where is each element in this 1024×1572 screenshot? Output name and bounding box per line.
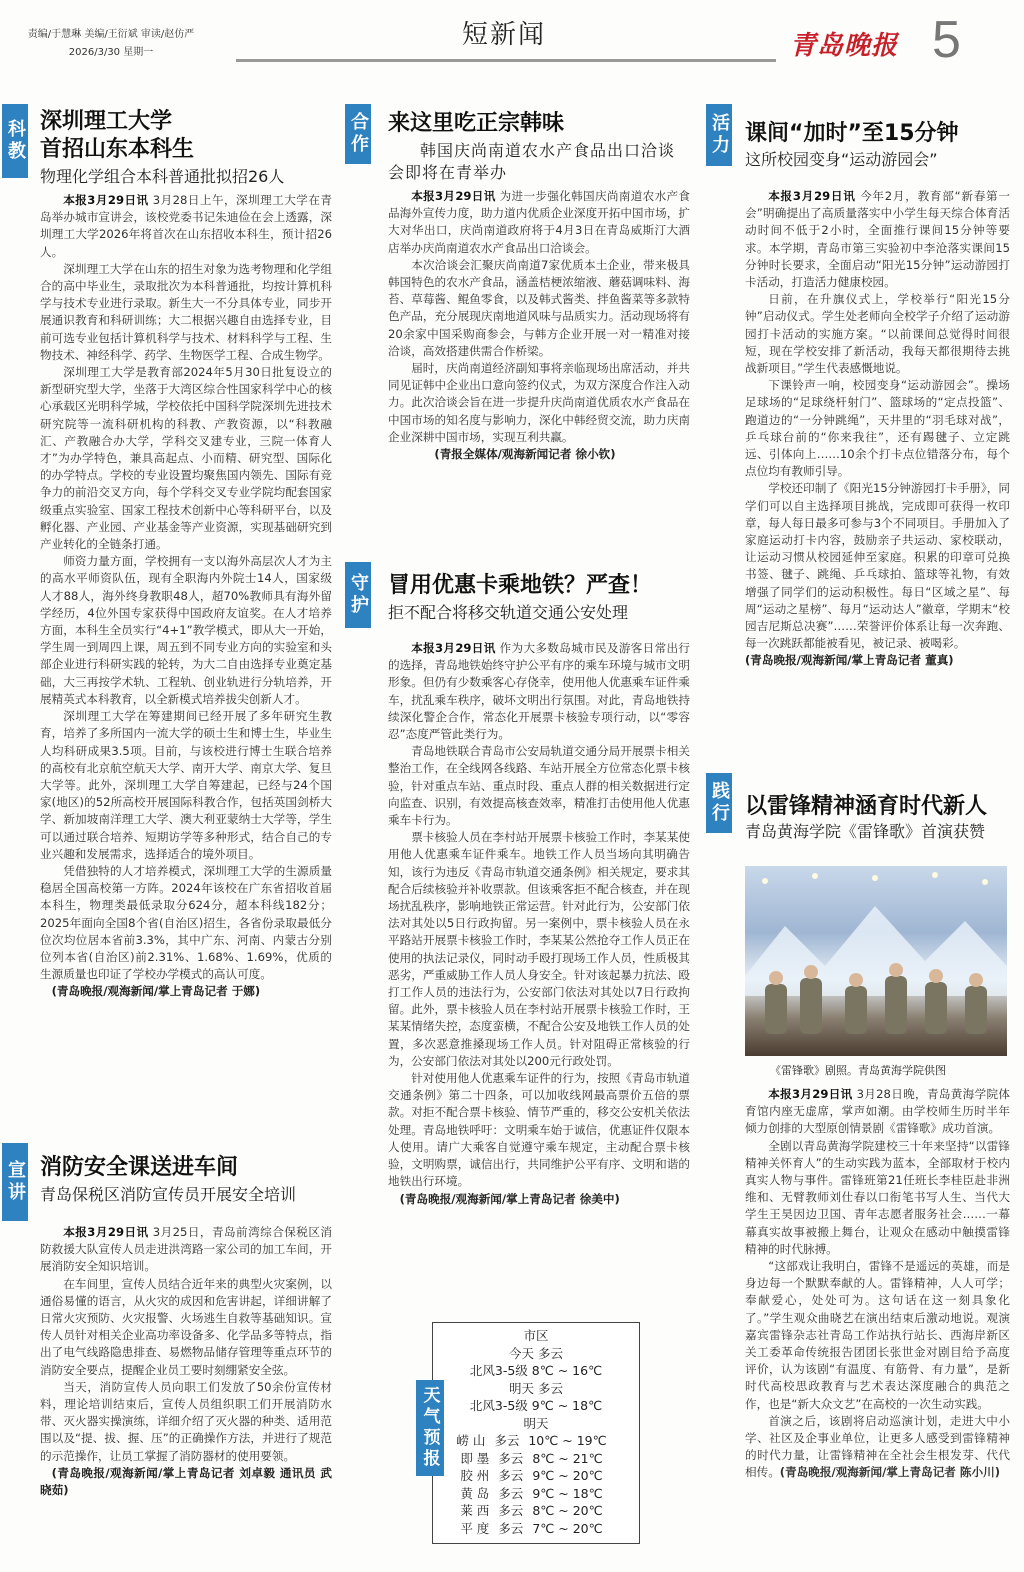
- weather-district-temp: 9℃ ~ 20℃: [532, 1468, 603, 1483]
- subheadline: 青岛黄海学院《雷锋歌》首演获赞: [745, 822, 986, 841]
- byline: (青报全媒体/观海新闻记者 徐小钦): [434, 447, 616, 462]
- weather-district-sky: 多云: [498, 1450, 524, 1466]
- section-title: 短新闻: [462, 20, 547, 50]
- weather-city-label: 市区: [523, 1328, 549, 1343]
- stage-photo: [745, 866, 1007, 1056]
- tag-label: 合作: [345, 104, 371, 164]
- weather-district-sky: 多云: [498, 1503, 524, 1518]
- weather-district-sky: 多云: [498, 1520, 524, 1536]
- tag-label: 宣讲: [2, 1143, 28, 1221]
- subheadline: 韩国庆尚南道农水产食品出口洽谈会即将在青举办: [388, 141, 676, 182]
- paragraph: 针对使用他人优惠乘车证件的行为，按照《青岛市轨道交通条例》第二十四条，可以加收线网最高票价五倍的票款。对拒不配合票卡核验、情节严重的，移交公安机关依法处理。青岛地铁呼吁：文明乘车始于诚信，优惠证件仅限本人使用。请广大乘客自觉遵守乘车规定，主动配合票卡核验，文明购票，诚信出行，共同维护公平有序、文明和谐的地铁出行环境。: [388, 1071, 690, 1189]
- subheadline: 物理化学组合本科普通批拟招26人: [40, 167, 285, 186]
- photo-illustration: [745, 866, 1007, 1056]
- weather-tag: 天气预报: [416, 1380, 444, 1476]
- weather-district-name: 崂 山: [456, 1433, 486, 1448]
- byline: (青岛晚报/观海新闻/掌上青岛记者 陈小川): [779, 1465, 1000, 1480]
- subheadline: 青岛保税区消防宣传员开展安全培训: [40, 1185, 297, 1204]
- weather-district-name: 莱 西: [460, 1503, 490, 1518]
- weather-box: [432, 1322, 640, 1544]
- issue-date: 2026/3/30 星期一: [68, 47, 154, 58]
- weather-district-temp: 7℃ ~ 20℃: [532, 1520, 603, 1536]
- paragraph: 为进一步强化韩国庆尚南道农水产食品海外宣传力度，助力道内优质企业深度开拓中国市场，扩大对华出口，庆尚南道政府将于4月3日在青岛威斯汀大酒店举办庆尚南道农水产食品出口洽谈会。: [388, 189, 690, 255]
- weather-tomorrow-detail: 北风3-5级 9℃ ~ 18℃: [469, 1398, 603, 1413]
- page-number: 5: [932, 11, 961, 69]
- weather-tomorrow: 明天 多云: [509, 1380, 563, 1396]
- newspaper-logo: 青岛晚报: [790, 31, 899, 61]
- headline-line2: 首招山东本科生: [40, 137, 195, 162]
- paragraph: 深圳理工大学是教育部2024年5月30日批复设立的新型研究型大学，坐落于大湾区综合性国家科学中心的核心承载区光明科学城，学校依托中国科学院深圳先进技术研究院等一流科研机构的科教、产教资源，以“科教融汇、产教融合办大学，学科交叉建专业，三院一体育人才”为办学特色，兼具高起点、小而精、研究型、国际化的办学特点。学校的专业设置均聚焦国内领先、国际有竞争力的前沿交叉方向，每个学科交叉专业学院均配套国家级重点实验室、国家工程技术创新中心等科研平台，以及孵化器、产业园、产业基金等产业资源，实现基础研究到产业转化的全链条打通。: [40, 365, 332, 552]
- paragraph: 全剧以青岛黄海学院建校三十年来坚持“以雷锋精神关怀育人”的生动实践为蓝本，全部取材于校内真实人物与事件。雷锋班第21任班长李桂臣赴非洲维和、无臂教师刘仕春以口衔笔书写人生、当代大学生王昊因边卫国、青年志愿者服务社会……一幕幕真实故事被搬上舞台，让观众在感动中触摸雷锋精神的时代脉搏。: [745, 1138, 1010, 1256]
- tag-label: 守护: [345, 562, 371, 628]
- paragraph: 3月28日晚，青岛黄海学院体育馆内座无虚席，掌声如潮。由学校师生历时半年倾力创排的大型原创情景剧《雷锋歌》成功首演。: [745, 1087, 1010, 1136]
- article-header: [388, 110, 690, 184]
- paragraph: 深圳理工大学在山东的招生对象为选考物理和化学组合的高中毕业生，录取批次为本科普通批，均按计算机科学与技术专业进行录取。新生大一不分具体专业，同步开展通识教育和科研训练；大二根据兴趣自由选择专业，目前可选专业包括计算机科学与技术、材料科学与工程、生物技术、神经科学、药学、生物医学工程、合成生物学。: [40, 261, 332, 362]
- weather-today: 今天 多云: [509, 1345, 563, 1361]
- weather-district-row: [433, 1432, 639, 1450]
- paragraph: 3月25日，青岛前湾综合保税区消防救援大队宣传人员走进洪湾路一家公司的加工车间，开展消防安全知识培训。: [40, 1225, 332, 1274]
- byline: (青岛晚报/观海新闻/掌上青岛记者 董真): [745, 653, 954, 668]
- article-body: [745, 188, 1010, 744]
- headline: 冒用优惠卡乘地铁？严查！: [388, 573, 653, 598]
- dateline: 本报3月29日讯: [411, 641, 496, 655]
- article-body: [40, 192, 332, 1107]
- headline: 以雷锋精神涵育时代新人: [745, 794, 988, 819]
- dateline: 本报3月29日讯: [768, 189, 856, 203]
- tag-label: 践行: [706, 773, 732, 833]
- header-rule: [236, 59, 776, 62]
- weather-district-sky: 多云: [498, 1485, 524, 1501]
- weather-districts-label: 明天: [523, 1415, 549, 1431]
- headline: 消防安全课送进车间: [40, 1155, 239, 1180]
- weather-district-name: 胶 州: [460, 1468, 490, 1483]
- article-header: [745, 120, 1015, 171]
- headline: 课间“加时”至15分钟: [745, 121, 959, 146]
- tag-label: 科教: [2, 104, 28, 178]
- paragraph: 深圳理工大学在筹建期间已经开展了多年研究生教育，培养了多所国内一流大学的硕士生和博士生，毕业生人均科研成果3.5项。目前，与该校进行博士生联合培养的高校有北京航空航天大学、南开大学、南京大学、复旦大学等。此外，深圳理工大学自筹建起，已经与24个国家(地区)的52所高校开展国际科教合作，包括英国剑桥大学、新加坡南洋理工大学、澳大利亚蒙纳士大学等，学生可以通过联合培养、短期访学等多种形式，结合自己的专业兴趣和发展需求，选择适合的境外项目。: [40, 709, 332, 861]
- article-header: [40, 108, 335, 188]
- tag-label: 活力: [706, 104, 732, 166]
- paragraph: 首演之后，该剧将启动巡演计划，走进大中小学、社区及企事业单位，让更多人感受到雷锋精神的时代力量，让雷锋精神在全社会生根发芽、代代相传。: [745, 1413, 1010, 1480]
- article-body: [745, 1086, 1010, 1556]
- byline: (青岛晚报/观海新闻/掌上青岛记者 徐美中): [399, 1191, 620, 1206]
- headline-line1: 深圳理工大学: [40, 109, 173, 134]
- paragraph: 作为大多数岛城市民及游客日常出行的选择，青岛地铁始终守护公平有序的乘车环境与城市文明形象。但仍有少数乘客心存侥幸，使用他人优惠乘车证件乘车，扰乱乘车秩序，破坏文明出行氛围。对此，青岛地铁持续深化警企合作，常态化开展票卡核验专项行动，以“零容忍”态度严管此类行为。: [388, 641, 690, 742]
- weather-district-temp: 9℃ ~ 18℃: [532, 1485, 603, 1501]
- weather-district-row: [433, 1450, 639, 1468]
- paragraph: 青岛地铁联合青岛市公安局轨道交通分局开展票卡相关整治工作，在全线网各线路、车站开展全方位常态化票卡核验，针对重点车站、重点时段、重点人群的相关数据进行定向监查、识别，有效提高核查效率，精准打击使用他人优惠乘车卡行为。: [388, 744, 690, 828]
- paragraph: 凭借独特的人才培养模式，深圳理工大学的生源质量稳居全国高校第一方阵。2024年该校在广东省招收首届本科生，物理类最低录取分624分，超本科线182分；2025年面向全国8个省(自治区)招生，各省份录取最低分位次均位居本省前3.3%，其中广东、河南、内蒙古分别位列本省(自治区)前2.31%、1.68%、1.69%，优质的生源质量也印证了学校办学模式的高认可度。: [40, 863, 332, 982]
- headline: 来这里吃正宗韩味: [388, 111, 565, 136]
- byline: (青岛晚报/观海新闻/掌上青岛记者 于娜): [51, 984, 261, 999]
- paragraph: 师资力量方面，学校拥有一支以海外高层次人才为主的高水平师资队伍，现有全职海内外院士14人，国家级人才88人，海外终身教职48人，超70%教师具有海外留学经历，4位外国专家获得中国政府友谊奖。在人才培养方面，本科生全员实行“4+1”教学模式，即从大一开始，学生周一到周四上课，周五到不同专业方向的实验室和头部企业进行科研实践的轮转，为大二自由选择专业奠定基础，大三再按学术轨、工程轨、创业轨进行分轨培养，开展精英式本科教育，以全新模式培养拔尖创新人才。: [40, 554, 332, 706]
- photo-caption: 《雷锋歌》剧照。青岛黄海学院供图: [770, 1064, 946, 1077]
- weather-district-row: [433, 1485, 639, 1503]
- paragraph: 届时，庆尚南道经济副知事将亲临现场出席活动，并共同见证韩中企业出口意向签约仪式，为双方深度合作注入动力。此次洽谈会旨在进一步提升庆尚南道优质农水产食品在中国市场的知名度与影响力，深化中韩经贸交流，助力庆南企业深耕中国市场，实现互利共赢。: [388, 361, 690, 444]
- weather-district-name: 即 墨: [460, 1450, 490, 1466]
- article-body: [388, 188, 690, 518]
- article-header: [745, 793, 1015, 843]
- paragraph: 学校还印制了《阳光15分钟游园打卡手册》，同学们可以自主选择项目挑战，完成即可获得一枚印章，每人每日最多可参与3个不同项目。手册加入了家庭运动打卡内容，鼓励亲子共运动、家校联动，让运动习惯从校园延伸至家庭。积累的印章可兑换书签、毽子、跳绳、乒乓球拍、篮球等礼物，有效增强了同学们的运动积极性。每日“区域之星”、每周“运动之星榜”、每月“运动达人”徽章，学期末“校园吉尼斯总决赛”……荣誉评价体系让每一次奔跑、每一次跳跃都能被看见，被记录、被喝彩。: [745, 481, 1010, 651]
- byline: (青岛晚报/观海新闻/掌上青岛记者 刘卓毅 通讯员 武晓茹): [40, 1465, 332, 1498]
- paragraph: 日前，在升旗仪式上，学校举行“阳光15分钟”启动仪式。学生处老师向全校学子介绍了运动游园打卡活动的实施方案。“以前课间总觉得时间很短，现在学校安排了新活动，我每天都很期待去挑战新项目。”学生代表感慨地说。: [745, 292, 1010, 376]
- article-body: [40, 1224, 332, 1559]
- editors: 责编/于慧琳 美编/王衍斌 审读/赵仿严: [27, 29, 195, 40]
- weather-district-temp: 10℃ ~ 19℃: [528, 1433, 607, 1448]
- paragraph: 今年2月，教育部“新春第一会”明确提出了高质量落实中小学生每天综合体育活动时间不低于2小时，全面推行课间15分钟等要求。本学期，青岛市第三实验初中李沧落实课间15分钟时长要求，全面启动“阳光15分钟”运动游园打卡活动，打造活力健康校园。: [745, 189, 1010, 290]
- weather-district-temp: 8℃ ~ 21℃: [532, 1450, 603, 1466]
- article-body: [388, 640, 690, 1300]
- paragraph: 当天，消防宣传人员向职工们发放了50余份宣传材料，理论培训结束后，宣传人员组织职工们开展消防水带、灭火器实操演练，详细介绍了灭火器的种类、适用范围以及“提、拔、握、压”的正确操作方法，并进行了规范的示范操作，让员工掌握了消防器材的使用要领。: [40, 1379, 332, 1463]
- paragraph: 本次洽谈会汇聚庆尚南道7家优质本土企业，带来极具韩国特色的农水产食品，涵盖桔梗浓缩液、蘑菇调味料、海苔、草莓酱、鲲鱼零食，以及韩式酱类、拌鱼酱菜等多款特色产品，充分展现庆南地道风味与品质实力。活动现场将有20余家中国采购商参会，与韩方企业开展一对一精准对接洽谈，高效搭建供需合作桥梁。: [388, 257, 690, 358]
- dateline: 本报3月29日讯: [411, 189, 496, 203]
- weather-district-sky: 多云: [494, 1433, 520, 1448]
- header-credits: [6, 26, 216, 62]
- weather-district-sky: 多云: [498, 1468, 524, 1483]
- weather-district-temp: 8℃ ~ 20℃: [532, 1503, 603, 1518]
- paragraph: 在车间里，宣传人员结合近年来的典型火灾案例，以通俗易懂的语言，从火灾的成因和危害讲起，详细讲解了日常火灾预防、火灾报警、火场逃生自救等基础知识。宣传人员针对相关企业高功率设备多、化学品多等特点，指出了电气线路隐患排查、易燃物品储存管理等重点环节的消防安全要点，提醒企业员工要时刻绷紧安全弦。: [40, 1276, 332, 1377]
- paragraph: 3月28日上午，深圳理工大学在青岛举办城市宣讲会，该校党委书记朱迪俭在会上透露，深圳理工大学2026年将首次在山东招收本科生，预计招26人。: [40, 193, 332, 259]
- dateline: 本报3月29日讯: [63, 193, 149, 207]
- dateline: 本报3月29日讯: [768, 1087, 853, 1101]
- subheadline: 这所校园变身“运动游园会”: [745, 150, 938, 169]
- weather-district-name: 黄 岛: [460, 1485, 490, 1501]
- weather-today-detail: 北风3-5级 8℃ ~ 16℃: [469, 1363, 603, 1378]
- weather-district-row: [433, 1502, 639, 1520]
- subheadline: 拒不配合将移交轨道交通公安处理: [388, 603, 629, 622]
- paragraph: 下课铃声一响，校园变身“运动游园会”。操场足球场的“足球绕杆射门”、篮球场的“定点投篮”、跑道边的“一分钟跳绳”，天井里的“羽毛球对战”，乒乓球台前的“你来我往”，还有踢毽子、立定跳远、引体向上……10余个打卡点位错落分布，每个点位均有教师引导。: [745, 378, 1010, 479]
- weather-district-row: [433, 1467, 639, 1485]
- weather-district-row: [433, 1520, 639, 1538]
- dateline: 本报3月29日讯: [63, 1225, 149, 1239]
- paragraph: 票卡核验人员在李村站开展票卡核验工作时，李某某使用他人优惠乘车证件乘车。地铁工作人员当场向其明确告知，该行为违反《青岛市轨道交通条例》相关规定，要求其配合后续核验并补收票款。但该乘客拒不配合核查，并在现场扰乱秩序，影响地铁正常运营。针对此行为，公安部门依法对其处以5日行政拘留。另一案例中，票卡核验人员在永平路站开展票卡核验工作时，李某某公然抢夺工作人员正在使用的执法记录仪，同时动手殴打现场工作人员，性质极其恶劣，严重威胁工作人员人身安全。针对该起暴力抗法、殴打工作人员的违法行为，公安部门依法对其处以7日行政拘留。此外，票卡核验人员在李村站开展票卡核验工作时，王某某情绪失控，态度蛮横，不配合公安及地铁工作人员的处置，多次恶意推搡现场工作人员。针对阻碍正常核验的行为，公安部门依法对其处以200元行政处罚。: [388, 830, 690, 1068]
- weather-district-name: 平 度: [460, 1520, 490, 1536]
- article-header: [388, 572, 690, 624]
- paragraph: “这部戏让我明白，雷锋不是遥远的英雄，而是身边每一个默默奉献的人。雷锋精神，人人可学；奉献爱心，处处可为。这句话在这一刻具象化了。”学生观众曲晓艺在演出结束后激动地说。观演嘉宾雷锋杂志社青岛工作站执行站长、西海岸新区关工委革命传统报告团团长张世金对剧目给予高度评价，认为该剧“有温度、有筋骨、有力量”，是新时代高校思政教育与艺术表达深度融合的典范之作，也是“新大众文艺”在高校的一次生动实践。: [745, 1259, 1010, 1411]
- article-header: [40, 1154, 335, 1206]
